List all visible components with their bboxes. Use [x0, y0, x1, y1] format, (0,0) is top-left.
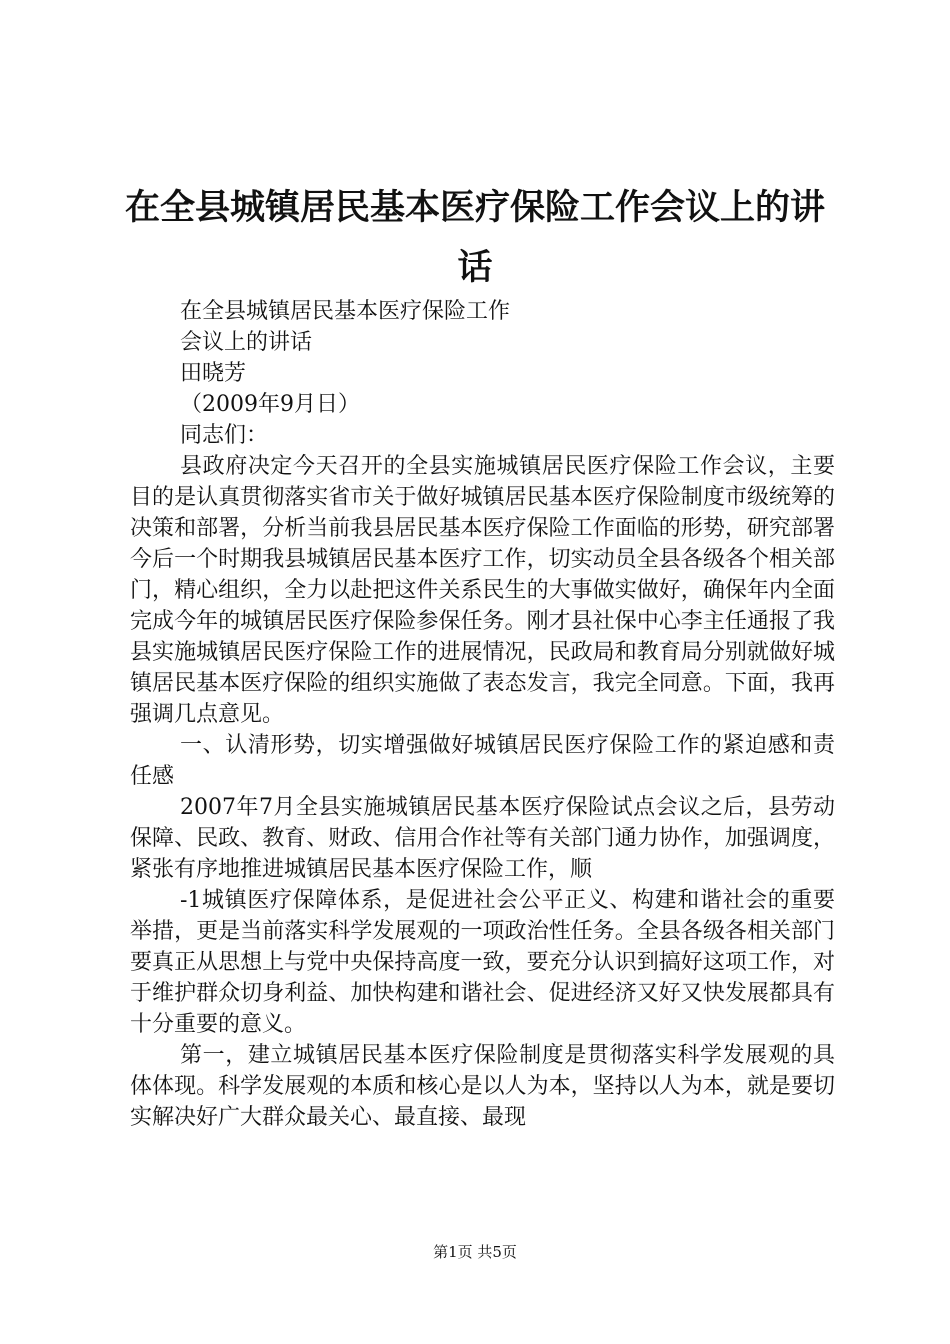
document-title: 在全县城镇居民基本医疗保险工作会议上的讲话	[124, 188, 825, 288]
paragraph: 2007年7月全县实施城镇居民基本医疗保险试点会议之后，县劳动保障、民政、教育、财政、信用合作社等有关部门通力协作，加强调度，紧张有序地推进城镇居民基本医疗保险工作，顺	[130, 795, 835, 882]
section-heading: 一、认清形势，切实增强做好城镇居民医疗保险工作的紧迫感和责任感	[130, 733, 835, 789]
salutation: 同志们：	[180, 423, 269, 448]
header-line: 在全县城镇居民基本医疗保险工作	[180, 299, 511, 324]
date-line: （2009年9月日）	[180, 392, 360, 417]
document-body	[130, 296, 835, 1133]
paragraph: 县政府决定今天召开的全县实施城镇居民医疗保险工作会议，主要目的是认真贯彻落实省市关于做好城镇居民基本医疗保险制度市级统筹的决策和部署，分析当前我县居民基本医疗保险工作面临的形势，研究部署今后一个时期我县城镇居民基本医疗工作，切实动员全县各级各个相关部门，精心组织，全力以赴把这件关系民生的大事做实做好，确保年内全面完成今年的城镇居民医疗保险参保任务。刚才县社保中心李主任通报了我县实施城镇居民医疗保险工作的进展情况，民政局和教育局分别就做好城镇居民基本医疗保险的组织实施做了表态发言，我完全同意。下面，我再强调几点意见。	[130, 454, 835, 727]
paragraph: -1城镇医疗保障体系，是促进社会公平正义、构建和谐社会的重要举措，更是当前落实科学发展观的一项政治性任务。全县各级各相关部门要真正从思想上与党中央保持高度一致，要充分认识到搞好这项工作，对于维护群众切身利益、加快构建和谐社会、促进经济又好又快发展都具有十分重要的意义。	[130, 888, 835, 1037]
header-line: 会议上的讲话	[180, 330, 313, 355]
page-footer: 第1页 共5页	[433, 1243, 517, 1261]
author-name: 田晓芳	[180, 361, 247, 386]
paragraph: 第一，建立城镇居民基本医疗保险制度是贯彻落实科学发展观的具体体现。科学发展观的本质和核心是以人为本，坚持以人为本，就是要切实解决好广大群众最关心、最直接、最现	[130, 1043, 835, 1130]
